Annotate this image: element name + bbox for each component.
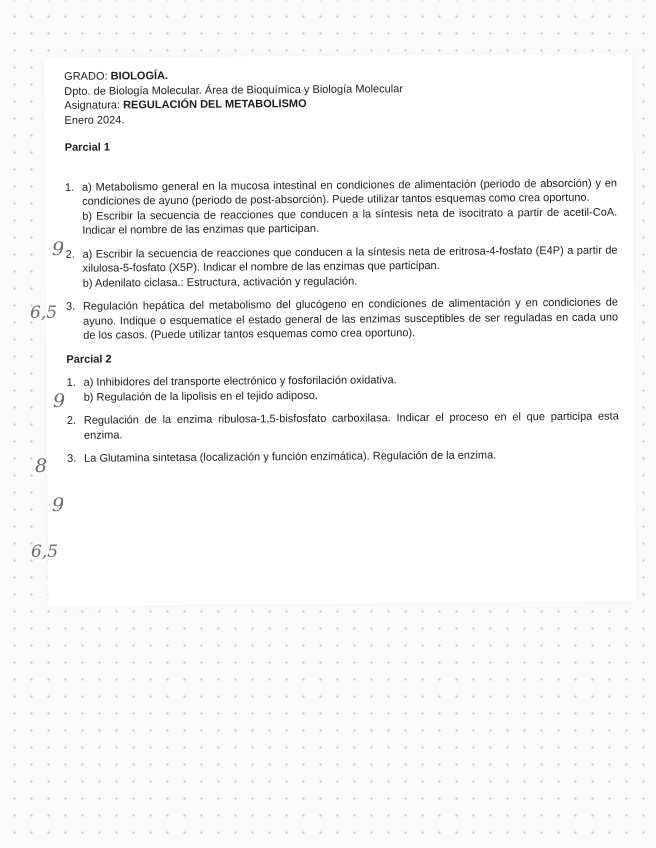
p2-q2-text: Regulación de la enzima ribulosa-1,5-bisfosfato carboxilasa. Indicar el proceso en el que participa esta enzima. (83, 410, 619, 442)
p2-question-3 (67, 447, 619, 466)
grade-p2-q2: 9 (52, 494, 65, 516)
p2-q1-part-a: a) Inhibidores del transporte electrónico y fosforilación oxidativa. (83, 374, 397, 389)
p1-q2-number: 2. (65, 248, 75, 261)
p2-q2-number: 2. (66, 414, 77, 427)
p1-q1-part-b: b) Escribir la secuencia de reacciones que conducen a la síntesis neta de isocitrato a partir de acetil-CoA. Indicar el nombre de las enzimas que participan. (82, 206, 618, 237)
p1-q1-number: 1. (64, 181, 75, 194)
exam-sheet (44, 53, 636, 606)
grade-p1-q2: 6,5 (30, 303, 58, 323)
p2-question-2 (67, 409, 619, 442)
p1-q3-number: 3. (65, 300, 76, 313)
parcial-1-title: Parcial 1 (64, 141, 111, 154)
p2-q3-text: La Glutamina sintetasa (localización y función enzimática). Regulación de la enzima. (84, 449, 497, 465)
grade-p2-q1: 8 (35, 455, 48, 477)
asignatura-value: REGULACIÓN DEL METABOLISMO (123, 97, 307, 112)
grade-p1-q3: 9 (53, 390, 66, 412)
grade-p1-q1: 9 (52, 238, 65, 260)
p1-q2-part-b: b) Adenilato ciclasa.: Estructura, activación y regulación. (82, 275, 358, 290)
p1-q2-part-a: a) Escribir la secuencia de reacciones que conducen a la síntesis neta de eritrosa-4-fosfato (E4P) a partir de xilulosa-5-fosfato (X5P). Indicar el nombre de las enzimas que participan. (82, 244, 618, 275)
p2-q1-part-b: b) Regulación de la lipolisis en el tejido adiposo. (83, 389, 318, 404)
p2-q3-number: 3. (67, 452, 77, 465)
fecha-line: Enero 2024. (64, 113, 125, 127)
p1-question-2 (65, 243, 617, 291)
dpto-line: Dpto. de Biología Molecular. Área de Bioquímica y Biología Molecular (64, 82, 404, 98)
grado-value: BIOLOGÍA. (110, 70, 169, 83)
grado-label: GRADO: (64, 70, 111, 83)
p1-q1-part-a: a) Metabolismo general en la mucosa intestinal en condiciones de alimentación (periodo de absorción) y en condiciones de ayuno (periodo de post-absorción). Puede utilizar tantos esquemas como crea oportuno. (81, 177, 618, 208)
p2-question-1 (66, 371, 618, 404)
p2-q1-number: 1. (66, 376, 76, 389)
parcial-2-title: Parcial 2 (66, 352, 112, 366)
exam-content (64, 66, 619, 476)
p1-question-1 (65, 176, 617, 238)
grade-p2-q3: 6,5 (31, 542, 59, 562)
p1-question-3 (66, 296, 618, 344)
exam-header (64, 66, 616, 128)
p1-q3-text: Regulación hepática del metabolismo del glucógeno en condiciones de alimentación y en condiciones de ayuno. Indique o esquematice el estado general de las enzimas susceptibles de ser reguladas en cada uno de los casos. (Puede utilizar tantos esquemas como crea oportuno). (82, 296, 619, 342)
asignatura-label: Asignatura: (64, 99, 124, 112)
